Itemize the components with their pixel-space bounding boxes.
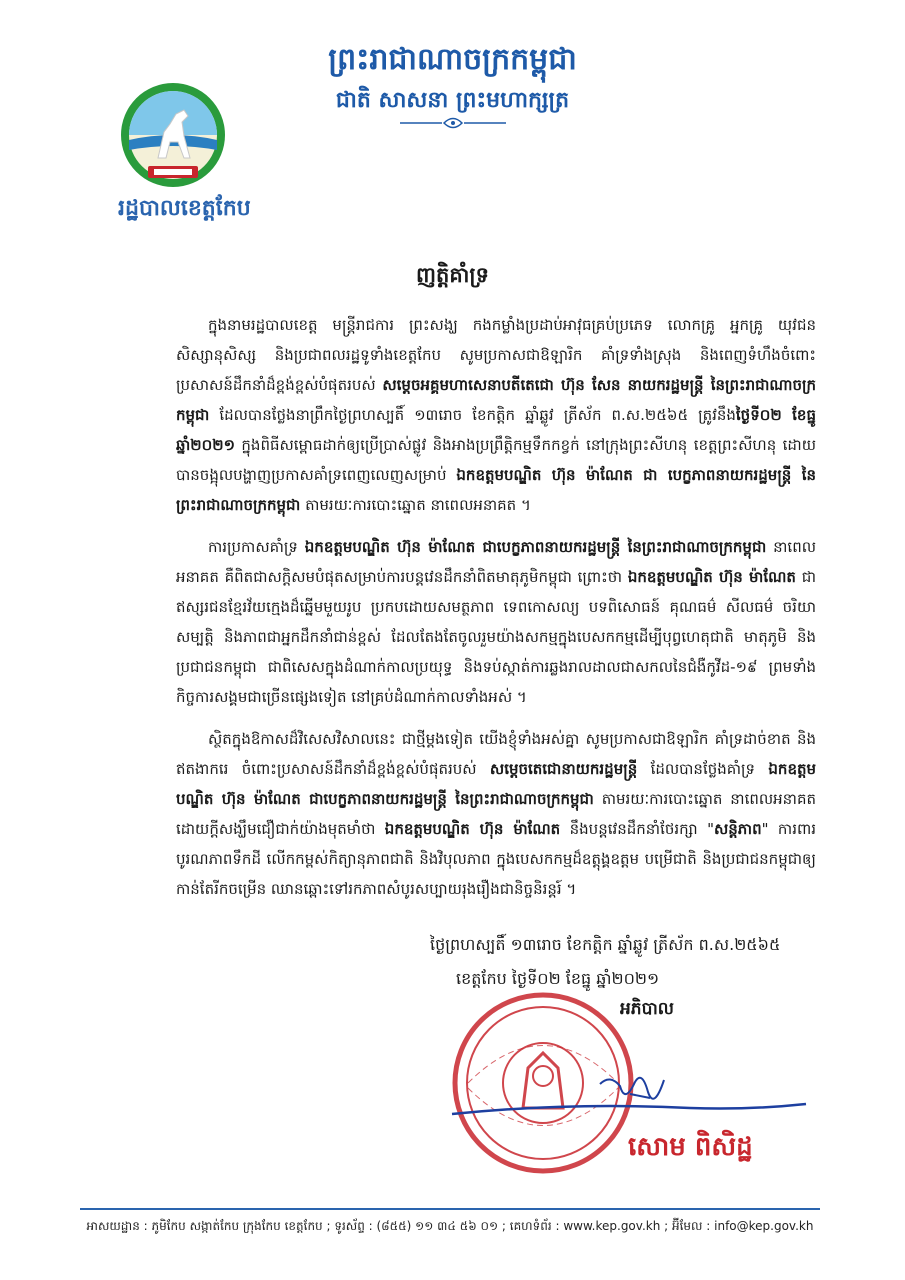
body-text-segment: ការប្រកាសគាំទ្រ: [208, 538, 305, 556]
footer-divider: [80, 1208, 820, 1210]
handwritten-signature-icon: [450, 1064, 810, 1134]
emphasis-text: ឯកឧត្តមបណ្ឌិត ហ៊ុន ម៉ាណែត: [627, 568, 796, 586]
body-text-segment: ដែលបានថ្លែងនាព្រឹកថ្ងៃព្រហស្បតិ៍ ១៣រោច ខែកត្តិក ឆ្នាំឆ្លូវ ត្រីស័ក ព.ស.២៥៦៥ ត្រូវនឹង: [209, 406, 736, 424]
logo-caption: រដ្ឋបាលខេត្តកែប: [118, 196, 251, 221]
footer-contact: អាសយដ្ឋាន : ភូមិកែប សង្កាត់កែប ក្រុងកែប ខេត្តកែប ; ទូរស័ព្ទ : (៨៥៥) ១១ ៣៤ ៥៦ ០១ ; គេហទំព័រ : www.kep.gov.kh ; អ៊ីមែល : info@kep.gov.kh: [86, 1219, 814, 1233]
national-motto: ជាតិ សាសនា ព្រះមហាក្សត្រ: [335, 88, 570, 113]
lunar-date: ថ្ងៃព្រហស្បតិ៍ ១៣រោច ខែកត្តិក ឆ្នាំឆ្លូវ ត្រីស័ក ព.ស.២៥៦៥: [430, 935, 781, 954]
signer-role: អភិបាល: [620, 999, 674, 1019]
emphasis-text: សម្តេចតេជោនាយករដ្ឋមន្ត្រី: [489, 760, 638, 778]
document-title: ញត្តិគាំទ្រ: [416, 263, 489, 287]
body-text-segment: ក្នុងពិធីសម្ពោធដាក់ឲ្យប្រើប្រាស់ផ្លូវ និងអាងប្រព្រឹត្តិកម្មទឹកកខ្វក់ នៅក្រុងព្រះសីហនុ ខេត្តព្រះសីហនុ ដោយបានចង្អុលបង្ហាញប្រកាសគាំទ្រពេញលេញសម្រាប់: [176, 436, 816, 484]
kingdom-title: ព្រះរាជាណាចក្រកម្ពុជា: [328, 42, 577, 77]
body-text-segment: ស្ថិតក្នុងឱកាសដ៏វិសេសវិសាលនេះ ជាថ្មីម្តងទៀត យើងខ្ញុំទាំងអស់គ្នា សូមប្រកាសជាឱឡារិក គាំទ្រដាច់ខាត និងឥតងាករេ ចំពោះប្រសាសន៍ដឹកនាំដ៏ខ្ពង់ខ្ពស់បំផុតរបស់: [176, 730, 816, 778]
ornament-divider-icon: [398, 116, 508, 130]
body-text-segment: នាពេលអនាគត គឺពិតជាសក្តិសមបំផុតសម្រាប់ការបន្តវេនដឹកនាំពិតមាតុភូមិកម្ពុជា ព្រោះថា: [176, 538, 816, 586]
body-text-segment: ជាឥស្សរជនខ្មែរវ័យក្មេងដ៏ឆ្នើមមួយរូប ប្រកបដោយសមត្ថភាព ទេពកោសល្យ បទពិសោធន៍ គុណធម៌ សីលធម៌ ចរិយាសម្បត្តិ និងភាពជាអ្នកដឹកនាំជាន់ខ្ពស់ ដែលតែងតែចូលរួមយ៉ាងសកម្មក្នុងបេសកកម្មដើម្បីបុព្វហេតុជាតិ មាតុភូមិ និងប្រជាជនកម្ពុជា ជាពិសេសក្នុងដំណាក់កាលប្រយុទ្ធ និងទប់ស្កាត់ការឆ្លងរាលដាលជាសកលនៃជំងឺកូវីដ-១៩ ព្រមទាំងកិច្ចការសង្គមជាច្រើនផ្សេងទៀត នៅគ្រប់ដំណាក់កាលទាំងអស់ ។: [176, 568, 816, 706]
signer-name: សោម ពិសិដ្ឋ: [628, 1132, 753, 1162]
paragraph-2: [176, 532, 816, 712]
body-text-segment: តាមរយៈការបោះឆ្នោត នាពេលអនាគត ។: [300, 496, 531, 514]
body-text-segment: ក្នុងនាមរដ្ឋបាលខេត្ត មន្ត្រីរាជការ ព្រះសង្ឃ កងកម្លាំងប្រដាប់អាវុធគ្រប់ប្រភេទ លោកគ្រូ អ្នកគ្រូ យុវជន សិស្សានុសិស្ស និងប្រជាពលរដ្ឋទូទាំងខេត្តកែប សូមប្រកាសជាឱឡារិក គាំទ្រទាំងស្រុង និងពេញទំហឹងចំពោះប្រសាសន៍ដឹកនាំដ៏ខ្ពង់ខ្ពស់បំផុតរបស់: [176, 316, 816, 394]
emphasis-text: ឯកឧត្តមបណ្ឌិត ហ៊ុន ម៉ាណែត: [384, 820, 561, 838]
emphasis-text: សន្តិភាព: [713, 820, 762, 838]
body-text-segment: នឹងបន្តវេនដឹកនាំថែរក្សា ": [560, 820, 714, 838]
document-body: [176, 310, 816, 916]
paragraph-1: [176, 310, 816, 520]
emphasis-text: ឯកឧត្តមបណ្ឌិត ហ៊ុន ម៉ាណែត ជាបេក្ខភាពនាយករដ្ឋមន្ត្រី នៃព្រះរាជាណាចក្រកម្ពុជា: [176, 760, 817, 808]
body-text-segment: តាមរយៈការបោះឆ្នោត នាពេលអនាគត ដោយក្តីសង្ឃឹមជឿជាក់យ៉ាងមុតមាំថា: [176, 790, 817, 838]
emphasis-text: ឯកឧត្តមបណ្ឌិត ហ៊ុន ម៉ាណែត ជាបេក្ខភាពនាយករដ្ឋមន្ត្រី នៃព្រះរាជាណាចក្រកម្ពុជា: [304, 538, 767, 556]
paragraph-3: [176, 724, 816, 904]
body-text-segment: " ការពារបូរណភាពទឹកដី លើកកម្ពស់កិត្យានុភាពជាតិ និងវិបុលភាព ក្នុងបេសកកម្មដ៏ឧត្តុង្គឧត្តម បម្រើជាតិ និងប្រជាជនកម្ពុជាឲ្យកាន់តែរីកចម្រើន ឈានឆ្ពោះទៅរកភាពសំបូរសប្បាយរុងរឿងជានិច្ចនិរន្តរ៍ ។: [176, 820, 817, 898]
solar-date: ខេត្តកែប ថ្ងៃទី០២ ខែធ្នូ ឆ្នាំ២០២១: [456, 969, 660, 988]
emphasis-text: ឯកឧត្តមបណ្ឌិត ហ៊ុន ម៉ាណែត ជា បេក្ខភាពនាយករដ្ឋមន្ត្រី នៃព្រះរាជាណាចក្រកម្ពុជា: [176, 466, 816, 514]
body-text-segment: ដែលបានថ្លែងគាំទ្រ: [637, 760, 769, 778]
emphasis-text: សម្តេចអគ្គមហាសេនាបតីតេជោ ហ៊ុន សែន នាយករដ្ឋមន្ត្រី នៃព្រះរាជាណាចក្រកម្ពុជា: [176, 376, 816, 424]
emphasis-text: ថ្ងៃទី០២ ខែធ្នូ ឆ្នាំ២០២១: [176, 406, 816, 454]
